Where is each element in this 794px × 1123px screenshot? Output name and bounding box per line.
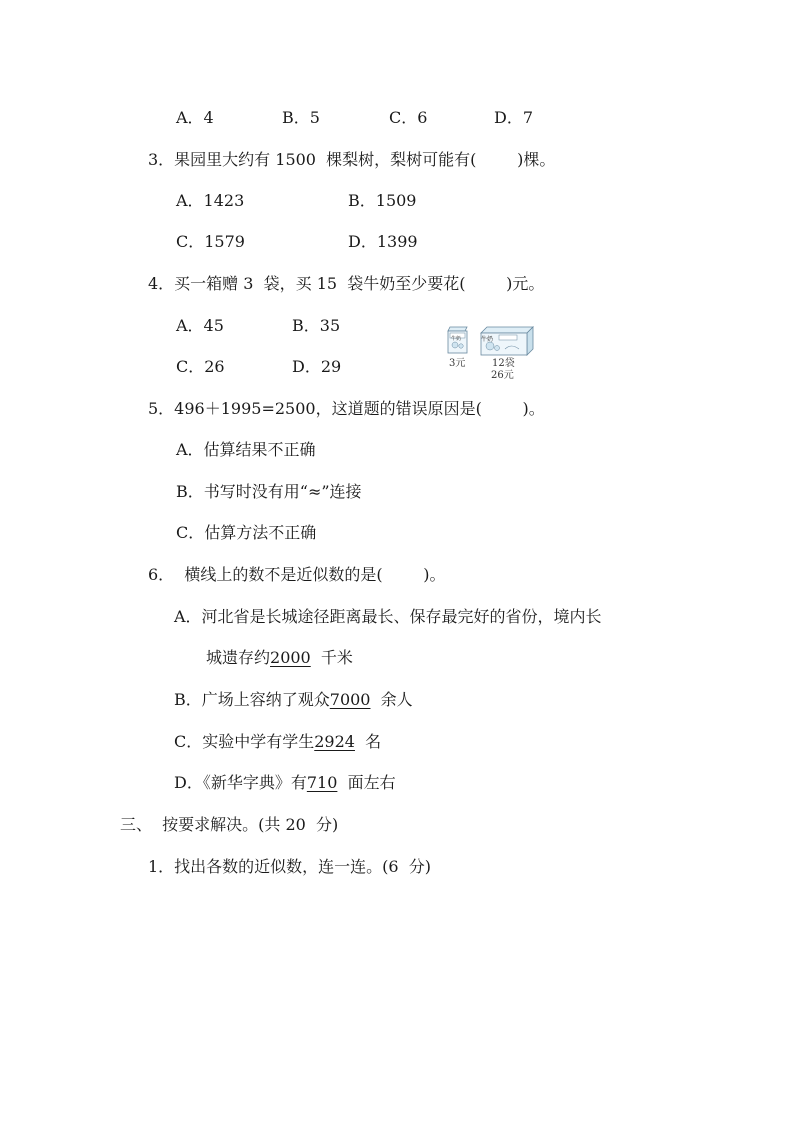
q6-option-c-post: 名 [354,732,382,751]
q5-option-b: B．书写时没有用“≈”连接 [176,482,362,501]
q6-option-d-number: 710 [306,773,338,792]
q6-option-a-line1: A．河北省是长城途径距离最长、保存最完好的省份，境内长 [174,607,602,626]
milk-bag-label: 牛奶 [451,336,462,342]
q6-option-b [174,690,413,710]
q2-option-d: D．7 [494,108,534,127]
q6-option-d-pre: D．《新华字典》有 [174,773,307,792]
q2-option-c: C．6 [389,108,428,127]
q2-option-b: B．5 [282,108,320,127]
q6-option-a-line2 [206,648,353,668]
q4-option-b: B．35 [292,316,341,335]
q2-option-a: A．4 [176,108,214,127]
q3-text: 3．果园里大约有 1500 棵梨树，梨树可能有( )棵。 [148,150,556,169]
q6-option-a-pre: 城遗存约 [206,648,271,667]
q4-option-d: D．29 [292,357,342,376]
q6-option-b-post: 余人 [370,690,413,709]
q3-option-b: B．1509 [348,191,417,210]
single-price: 3元 [449,358,466,369]
q6-option-c-number: 2924 [314,732,355,751]
section3-q1-text: 1．找出各数的近似数，连一连。(6 分) [148,857,432,876]
q5-option-c: C．估算方法不正确 [176,523,317,542]
q4-option-a: A．45 [176,316,224,335]
q4-option-c: C．26 [176,357,225,376]
section3-heading: 三、 按要求解决。(共 20 分) [120,815,339,834]
q6-option-d [174,773,396,793]
milk-box-label: 牛奶 [481,336,494,343]
milk-illustration [445,323,537,383]
q3-option-c: C．1579 [176,232,245,251]
q6-option-a-number: 2000 [270,648,311,667]
q6-option-a-post: 千米 [310,648,353,667]
q6-option-b-pre: B．广场上容纳了观众 [174,690,330,709]
q6-text: 6． 横线上的数不是近似数的是( )。 [148,565,446,584]
q5-option-a: A．估算结果不正确 [176,440,316,459]
q4-text: 4．买一箱赠 3 袋，买 15 袋牛奶至少要花( )元。 [148,274,545,293]
q6-option-c [174,732,381,752]
box-count: 12袋 [492,358,515,369]
q6-option-c-pre: C．实验中学有学生 [174,732,315,751]
q3-option-d: D．1399 [348,232,418,251]
box-price: 26元 [491,370,514,381]
q6-option-d-post: 面左右 [337,773,396,792]
q5-text: 5．496＋1995=2500，这道题的错误原因是( )。 [148,399,545,418]
q3-option-a: A．1423 [176,191,245,210]
q6-option-b-number: 7000 [329,690,371,709]
